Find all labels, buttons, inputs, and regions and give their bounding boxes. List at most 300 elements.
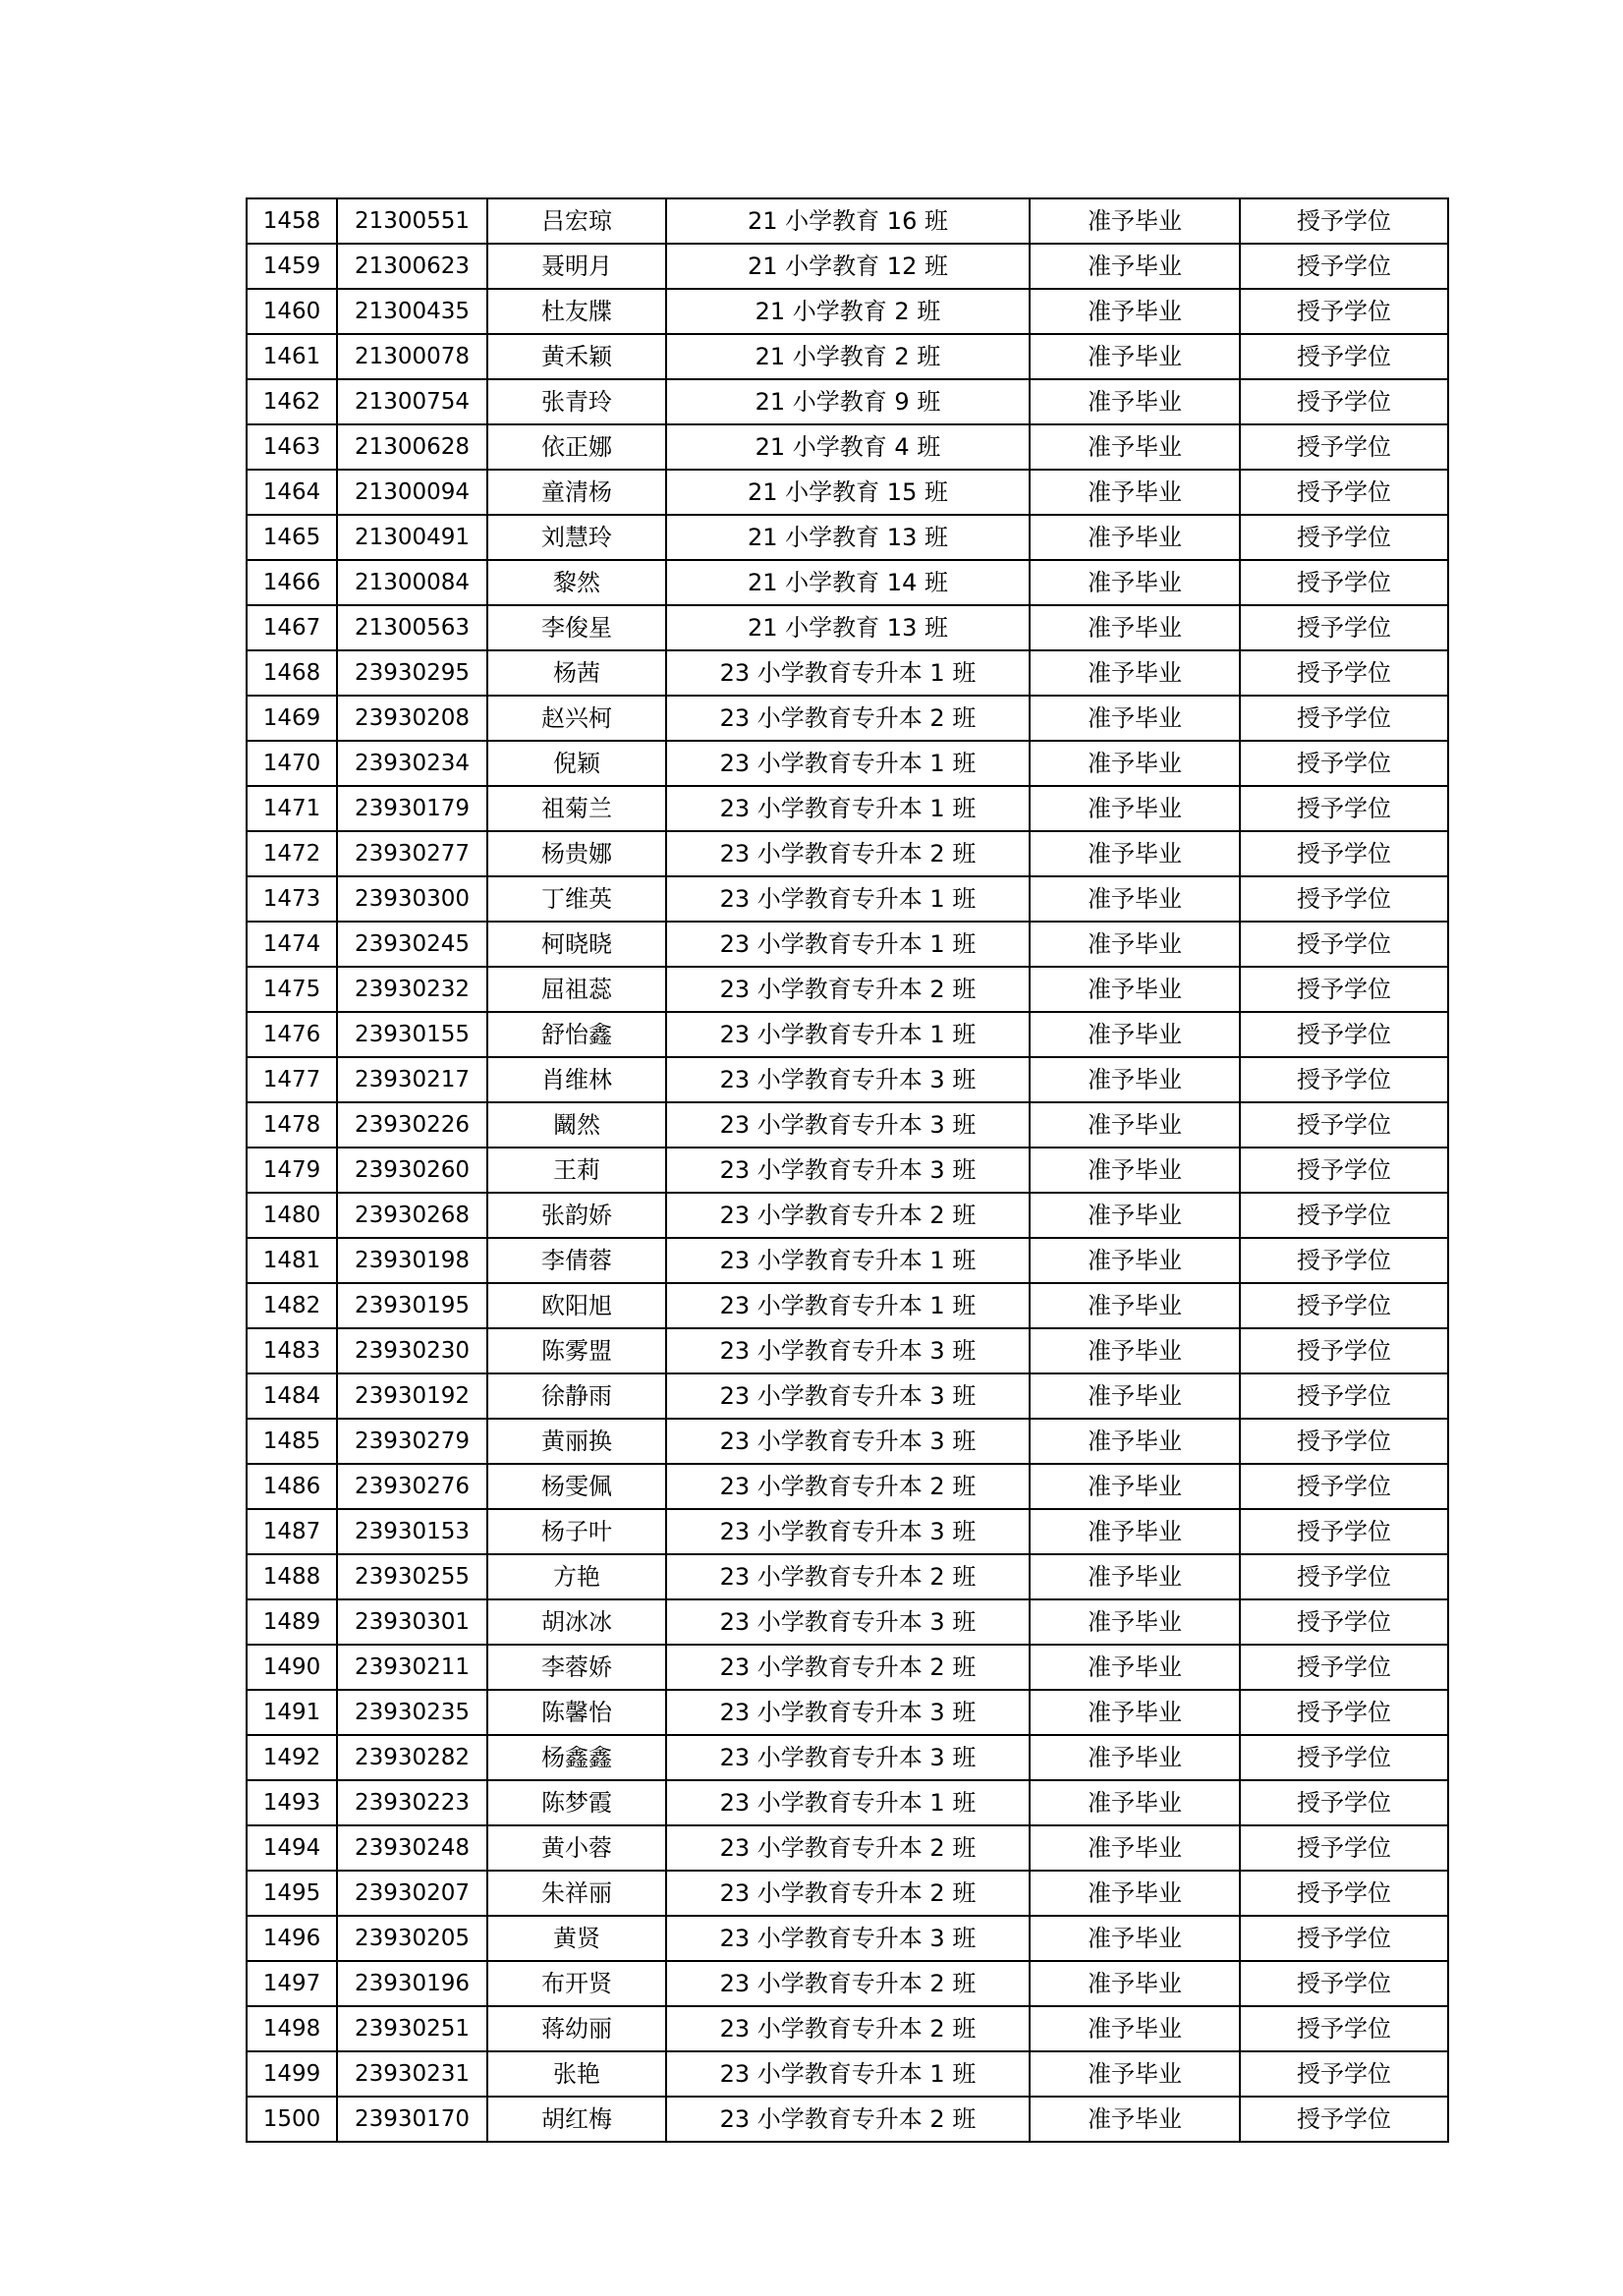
- class-name-cell: 23 小学教育专升本 2 班: [666, 1871, 1030, 1916]
- student-name-cell: 杨贵娜: [487, 831, 666, 876]
- degree-status-cell: 授予学位: [1240, 2051, 1448, 2097]
- graduation-status-cell: 准予毕业: [1030, 1599, 1240, 1645]
- student-id-cell: 23930235: [337, 1690, 487, 1735]
- degree-status-cell: 授予学位: [1240, 1871, 1448, 1916]
- class-name-cell: 21 小学教育 2 班: [666, 334, 1030, 379]
- student-id-cell: 23930205: [337, 1916, 487, 1961]
- graduation-status-cell: 准予毕业: [1030, 876, 1240, 922]
- degree-status-cell: 授予学位: [1240, 967, 1448, 1012]
- sequence-number-cell: 1495: [247, 1871, 337, 1916]
- class-name-cell: 23 小学教育专升本 2 班: [666, 967, 1030, 1012]
- sequence-number-cell: 1462: [247, 379, 337, 424]
- class-name-cell: 23 小学教育专升本 1 班: [666, 1283, 1030, 1328]
- sequence-number-cell: 1482: [247, 1283, 337, 1328]
- student-name-cell: 方艳: [487, 1554, 666, 1599]
- student-id-cell: 23930277: [337, 831, 487, 876]
- class-name-cell: 23 小学教育专升本 2 班: [666, 2097, 1030, 2142]
- degree-status-cell: 授予学位: [1240, 334, 1448, 379]
- class-name-cell: 23 小学教育专升本 1 班: [666, 922, 1030, 967]
- graduation-status-cell: 准予毕业: [1030, 1645, 1240, 1690]
- degree-status-cell: 授予学位: [1240, 1057, 1448, 1102]
- student-name-cell: 李蓉娇: [487, 1645, 666, 1690]
- sequence-number-cell: 1459: [247, 244, 337, 289]
- sequence-number-cell: 1477: [247, 1057, 337, 1102]
- degree-status-cell: 授予学位: [1240, 1012, 1448, 1057]
- student-id-cell: 21300084: [337, 560, 487, 605]
- student-name-cell: 黄小蓉: [487, 1825, 666, 1871]
- student-id-cell: 23930223: [337, 1780, 487, 1825]
- class-name-cell: 21 小学教育 13 班: [666, 605, 1030, 650]
- student-id-cell: 23930301: [337, 1599, 487, 1645]
- table-row: [247, 1238, 1448, 1283]
- graduation-status-cell: 准予毕业: [1030, 424, 1240, 470]
- class-name-cell: 21 小学教育 12 班: [666, 244, 1030, 289]
- graduation-status-cell: 准予毕业: [1030, 1419, 1240, 1464]
- table-row: [247, 1690, 1448, 1735]
- class-name-cell: 21 小学教育 16 班: [666, 198, 1030, 244]
- table-row: [247, 2006, 1448, 2051]
- student-id-cell: 23930248: [337, 1825, 487, 1871]
- class-name-cell: 21 小学教育 4 班: [666, 424, 1030, 470]
- table-row: [247, 1871, 1448, 1916]
- table-row: [247, 1148, 1448, 1193]
- degree-status-cell: 授予学位: [1240, 560, 1448, 605]
- class-name-cell: 23 小学教育专升本 1 班: [666, 1238, 1030, 1283]
- degree-status-cell: 授予学位: [1240, 831, 1448, 876]
- graduation-status-cell: 准予毕业: [1030, 1509, 1240, 1554]
- table-row: [247, 741, 1448, 786]
- student-name-cell: 杨雯佩: [487, 1464, 666, 1509]
- graduation-status-cell: 准予毕业: [1030, 1148, 1240, 1193]
- sequence-number-cell: 1490: [247, 1645, 337, 1690]
- graduation-status-cell: 准予毕业: [1030, 560, 1240, 605]
- table-row: [247, 967, 1448, 1012]
- student-name-cell: 李俊星: [487, 605, 666, 650]
- table-row: [247, 650, 1448, 696]
- degree-status-cell: 授予学位: [1240, 741, 1448, 786]
- student-name-cell: 张韵娇: [487, 1193, 666, 1238]
- sequence-number-cell: 1471: [247, 786, 337, 831]
- graduation-status-cell: 准予毕业: [1030, 1102, 1240, 1148]
- class-name-cell: 23 小学教育专升本 2 班: [666, 831, 1030, 876]
- student-id-cell: 23930196: [337, 1961, 487, 2006]
- class-name-cell: 23 小学教育专升本 2 班: [666, 1825, 1030, 1871]
- graduation-status-cell: 准予毕业: [1030, 244, 1240, 289]
- graduation-status-cell: 准予毕业: [1030, 198, 1240, 244]
- student-id-cell: 21300551: [337, 198, 487, 244]
- degree-status-cell: 授予学位: [1240, 1961, 1448, 2006]
- sequence-number-cell: 1473: [247, 876, 337, 922]
- degree-status-cell: 授予学位: [1240, 1148, 1448, 1193]
- student-id-cell: 23930211: [337, 1645, 487, 1690]
- degree-status-cell: 授予学位: [1240, 1735, 1448, 1780]
- graduation-status-cell: 准予毕业: [1030, 1193, 1240, 1238]
- degree-status-cell: 授予学位: [1240, 1780, 1448, 1825]
- graduation-status-cell: 准予毕业: [1030, 1373, 1240, 1419]
- student-id-cell: 23930260: [337, 1148, 487, 1193]
- student-id-cell: 23930279: [337, 1419, 487, 1464]
- student-name-cell: 肖维林: [487, 1057, 666, 1102]
- table-row: [247, 470, 1448, 515]
- sequence-number-cell: 1481: [247, 1238, 337, 1283]
- degree-status-cell: 授予学位: [1240, 1645, 1448, 1690]
- student-id-cell: 23930230: [337, 1328, 487, 1373]
- sequence-number-cell: 1466: [247, 560, 337, 605]
- student-name-cell: 黄贤: [487, 1916, 666, 1961]
- table-row: [247, 1599, 1448, 1645]
- degree-status-cell: 授予学位: [1240, 515, 1448, 560]
- table-row: [247, 1645, 1448, 1690]
- class-name-cell: 23 小学教育专升本 3 班: [666, 1057, 1030, 1102]
- graduation-status-cell: 准予毕业: [1030, 289, 1240, 334]
- class-name-cell: 23 小学教育专升本 2 班: [666, 696, 1030, 741]
- sequence-number-cell: 1476: [247, 1012, 337, 1057]
- student-id-cell: 23930198: [337, 1238, 487, 1283]
- sequence-number-cell: 1483: [247, 1328, 337, 1373]
- student-id-cell: 21300094: [337, 470, 487, 515]
- table-row: [247, 831, 1448, 876]
- class-name-cell: 23 小学教育专升本 2 班: [666, 1193, 1030, 1238]
- class-name-cell: 23 小学教育专升本 1 班: [666, 786, 1030, 831]
- class-name-cell: 23 小学教育专升本 3 班: [666, 1735, 1030, 1780]
- sequence-number-cell: 1486: [247, 1464, 337, 1509]
- sequence-number-cell: 1465: [247, 515, 337, 560]
- student-name-cell: 朱祥丽: [487, 1871, 666, 1916]
- degree-status-cell: 授予学位: [1240, 786, 1448, 831]
- class-name-cell: 23 小学教育专升本 2 班: [666, 1961, 1030, 2006]
- sequence-number-cell: 1468: [247, 650, 337, 696]
- sequence-number-cell: 1497: [247, 1961, 337, 2006]
- class-name-cell: 23 小学教育专升本 3 班: [666, 1419, 1030, 1464]
- degree-status-cell: 授予学位: [1240, 1373, 1448, 1419]
- sequence-number-cell: 1485: [247, 1419, 337, 1464]
- student-name-cell: 依正娜: [487, 424, 666, 470]
- student-name-cell: 屈祖蕊: [487, 967, 666, 1012]
- sequence-number-cell: 1479: [247, 1148, 337, 1193]
- graduation-status-cell: 准予毕业: [1030, 379, 1240, 424]
- graduation-status-cell: 准予毕业: [1030, 967, 1240, 1012]
- class-name-cell: 21 小学教育 9 班: [666, 379, 1030, 424]
- class-name-cell: 21 小学教育 13 班: [666, 515, 1030, 560]
- graduation-status-cell: 准予毕业: [1030, 1012, 1240, 1057]
- student-id-cell: 21300435: [337, 289, 487, 334]
- class-name-cell: 23 小学教育专升本 1 班: [666, 1012, 1030, 1057]
- graduation-status-cell: 准予毕业: [1030, 1735, 1240, 1780]
- degree-status-cell: 授予学位: [1240, 244, 1448, 289]
- student-name-cell: 黎然: [487, 560, 666, 605]
- table-row: [247, 1193, 1448, 1238]
- sequence-number-cell: 1480: [247, 1193, 337, 1238]
- class-name-cell: 23 小学教育专升本 2 班: [666, 1464, 1030, 1509]
- table-row: [247, 1464, 1448, 1509]
- class-name-cell: 23 小学教育专升本 3 班: [666, 1148, 1030, 1193]
- graduation-status-cell: 准予毕业: [1030, 1057, 1240, 1102]
- graduation-status-cell: 准予毕业: [1030, 470, 1240, 515]
- student-name-cell: 布开贤: [487, 1961, 666, 2006]
- student-name-cell: 杜友牒: [487, 289, 666, 334]
- graduation-status-cell: 准予毕业: [1030, 741, 1240, 786]
- graduation-status-cell: 准予毕业: [1030, 1554, 1240, 1599]
- table-row: [247, 605, 1448, 650]
- degree-status-cell: 授予学位: [1240, 379, 1448, 424]
- student-name-cell: 童清杨: [487, 470, 666, 515]
- degree-status-cell: 授予学位: [1240, 1238, 1448, 1283]
- graduation-status-cell: 准予毕业: [1030, 1464, 1240, 1509]
- class-name-cell: 23 小学教育专升本 3 班: [666, 1102, 1030, 1148]
- class-name-cell: 21 小学教育 2 班: [666, 289, 1030, 334]
- sequence-number-cell: 1472: [247, 831, 337, 876]
- class-name-cell: 23 小学教育专升本 3 班: [666, 1373, 1030, 1419]
- sequence-number-cell: 1492: [247, 1735, 337, 1780]
- student-id-cell: 23930208: [337, 696, 487, 741]
- student-name-cell: 胡冰冰: [487, 1599, 666, 1645]
- sequence-number-cell: 1494: [247, 1825, 337, 1871]
- class-name-cell: 23 小学教育专升本 2 班: [666, 1645, 1030, 1690]
- class-name-cell: 23 小学教育专升本 1 班: [666, 2051, 1030, 2097]
- class-name-cell: 23 小学教育专升本 1 班: [666, 650, 1030, 696]
- student-id-cell: 23930179: [337, 786, 487, 831]
- class-name-cell: 21 小学教育 14 班: [666, 560, 1030, 605]
- sequence-number-cell: 1487: [247, 1509, 337, 1554]
- student-id-cell: 23930170: [337, 2097, 487, 2142]
- degree-status-cell: 授予学位: [1240, 650, 1448, 696]
- degree-status-cell: 授予学位: [1240, 1825, 1448, 1871]
- graduation-status-cell: 准予毕业: [1030, 1825, 1240, 1871]
- degree-status-cell: 授予学位: [1240, 1102, 1448, 1148]
- student-id-cell: 21300623: [337, 244, 487, 289]
- degree-status-cell: 授予学位: [1240, 1599, 1448, 1645]
- table-row: [247, 560, 1448, 605]
- sequence-number-cell: 1469: [247, 696, 337, 741]
- degree-status-cell: 授予学位: [1240, 1690, 1448, 1735]
- student-name-cell: 聂明月: [487, 244, 666, 289]
- student-name-cell: 黄丽换: [487, 1419, 666, 1464]
- student-id-cell: 23930251: [337, 2006, 487, 2051]
- student-id-cell: 21300491: [337, 515, 487, 560]
- student-id-cell: 23930155: [337, 1012, 487, 1057]
- degree-status-cell: 授予学位: [1240, 696, 1448, 741]
- sequence-number-cell: 1475: [247, 967, 337, 1012]
- student-id-cell: 23930245: [337, 922, 487, 967]
- graduation-status-cell: 准予毕业: [1030, 334, 1240, 379]
- table-row: [247, 1102, 1448, 1148]
- student-id-cell: 23930295: [337, 650, 487, 696]
- table-row: [247, 1825, 1448, 1871]
- student-id-cell: 23930153: [337, 1509, 487, 1554]
- table-row: [247, 922, 1448, 967]
- student-name-cell: 陈雾盟: [487, 1328, 666, 1373]
- student-id-cell: 23930255: [337, 1554, 487, 1599]
- table-row: [247, 244, 1448, 289]
- class-name-cell: 23 小学教育专升本 3 班: [666, 1599, 1030, 1645]
- student-id-cell: 23930195: [337, 1283, 487, 1328]
- degree-status-cell: 授予学位: [1240, 922, 1448, 967]
- graduation-status-cell: 准予毕业: [1030, 786, 1240, 831]
- student-id-cell: 21300563: [337, 605, 487, 650]
- degree-status-cell: 授予学位: [1240, 1554, 1448, 1599]
- table-row: [247, 1373, 1448, 1419]
- student-id-cell: 21300078: [337, 334, 487, 379]
- table-row: [247, 1419, 1448, 1464]
- student-name-cell: 陈馨怡: [487, 1690, 666, 1735]
- class-name-cell: 23 小学教育专升本 1 班: [666, 1780, 1030, 1825]
- degree-status-cell: 授予学位: [1240, 1328, 1448, 1373]
- table-row: [247, 1012, 1448, 1057]
- degree-status-cell: 授予学位: [1240, 2097, 1448, 2142]
- graduation-status-cell: 准予毕业: [1030, 1961, 1240, 2006]
- degree-status-cell: 授予学位: [1240, 289, 1448, 334]
- table-row: [247, 876, 1448, 922]
- class-name-cell: 21 小学教育 15 班: [666, 470, 1030, 515]
- student-name-cell: 蒋幼丽: [487, 2006, 666, 2051]
- graduation-status-cell: 准予毕业: [1030, 1780, 1240, 1825]
- class-name-cell: 23 小学教育专升本 1 班: [666, 876, 1030, 922]
- sequence-number-cell: 1458: [247, 198, 337, 244]
- class-name-cell: 23 小学教育专升本 2 班: [666, 2006, 1030, 2051]
- graduation-status-cell: 准予毕业: [1030, 1238, 1240, 1283]
- table-row: [247, 786, 1448, 831]
- class-name-cell: 23 小学教育专升本 3 班: [666, 1916, 1030, 1961]
- table-row: [247, 1283, 1448, 1328]
- student-id-cell: 23930217: [337, 1057, 487, 1102]
- sequence-number-cell: 1500: [247, 2097, 337, 2142]
- sequence-number-cell: 1470: [247, 741, 337, 786]
- graduation-status-cell: 准予毕业: [1030, 515, 1240, 560]
- degree-status-cell: 授予学位: [1240, 605, 1448, 650]
- table-row: [247, 379, 1448, 424]
- table-row: [247, 2097, 1448, 2142]
- student-name-cell: 杨鑫鑫: [487, 1735, 666, 1780]
- graduation-status-cell: 准予毕业: [1030, 650, 1240, 696]
- class-name-cell: 23 小学教育专升本 2 班: [666, 1554, 1030, 1599]
- student-name-cell: 吕宏琼: [487, 198, 666, 244]
- sequence-number-cell: 1493: [247, 1780, 337, 1825]
- graduation-status-cell: 准予毕业: [1030, 831, 1240, 876]
- table-row: [247, 198, 1448, 244]
- sequence-number-cell: 1498: [247, 2006, 337, 2051]
- sequence-number-cell: 1464: [247, 470, 337, 515]
- student-name-cell: 胡红梅: [487, 2097, 666, 2142]
- graduation-status-cell: 准予毕业: [1030, 1328, 1240, 1373]
- graduation-status-cell: 准予毕业: [1030, 696, 1240, 741]
- table-row: [247, 696, 1448, 741]
- table-row: [247, 1780, 1448, 1825]
- degree-status-cell: 授予学位: [1240, 1283, 1448, 1328]
- student-name-cell: 祖菊兰: [487, 786, 666, 831]
- degree-status-cell: 授予学位: [1240, 424, 1448, 470]
- sequence-number-cell: 1460: [247, 289, 337, 334]
- student-id-cell: 23930282: [337, 1735, 487, 1780]
- graduation-status-cell: 准予毕业: [1030, 1690, 1240, 1735]
- student-name-cell: 陈梦霞: [487, 1780, 666, 1825]
- sequence-number-cell: 1474: [247, 922, 337, 967]
- student-name-cell: 王莉: [487, 1148, 666, 1193]
- student-name-cell: 徐静雨: [487, 1373, 666, 1419]
- student-name-cell: 李倩蓉: [487, 1238, 666, 1283]
- table-row: [247, 334, 1448, 379]
- degree-status-cell: 授予学位: [1240, 1464, 1448, 1509]
- student-id-cell: 23930268: [337, 1193, 487, 1238]
- student-name-cell: 张青玲: [487, 379, 666, 424]
- class-name-cell: 23 小学教育专升本 3 班: [666, 1328, 1030, 1373]
- student-name-cell: 刘慧玲: [487, 515, 666, 560]
- sequence-number-cell: 1467: [247, 605, 337, 650]
- sequence-number-cell: 1496: [247, 1916, 337, 1961]
- sequence-number-cell: 1461: [247, 334, 337, 379]
- degree-status-cell: 授予学位: [1240, 470, 1448, 515]
- sequence-number-cell: 1499: [247, 2051, 337, 2097]
- sequence-number-cell: 1478: [247, 1102, 337, 1148]
- sequence-number-cell: 1491: [247, 1690, 337, 1735]
- degree-status-cell: 授予学位: [1240, 876, 1448, 922]
- student-id-cell: 23930192: [337, 1373, 487, 1419]
- student-name-cell: 杨子叶: [487, 1509, 666, 1554]
- sequence-number-cell: 1463: [247, 424, 337, 470]
- graduation-status-cell: 准予毕业: [1030, 1871, 1240, 1916]
- class-name-cell: 23 小学教育专升本 1 班: [666, 741, 1030, 786]
- table-row: [247, 1328, 1448, 1373]
- student-id-cell: 23930234: [337, 741, 487, 786]
- student-id-cell: 21300754: [337, 379, 487, 424]
- table-row: [247, 515, 1448, 560]
- roster-body: [247, 198, 1448, 2142]
- student-name-cell: 欧阳旭: [487, 1283, 666, 1328]
- student-name-cell: 赵兴柯: [487, 696, 666, 741]
- student-id-cell: 23930231: [337, 2051, 487, 2097]
- table-row: [247, 424, 1448, 470]
- degree-status-cell: 授予学位: [1240, 2006, 1448, 2051]
- student-name-cell: 倪颖: [487, 741, 666, 786]
- student-name-cell: 鬫然: [487, 1102, 666, 1148]
- table-row: [247, 1961, 1448, 2006]
- graduation-status-cell: 准予毕业: [1030, 2097, 1240, 2142]
- class-name-cell: 23 小学教育专升本 3 班: [666, 1509, 1030, 1554]
- degree-status-cell: 授予学位: [1240, 1916, 1448, 1961]
- student-id-cell: 21300628: [337, 424, 487, 470]
- degree-status-cell: 授予学位: [1240, 1419, 1448, 1464]
- sequence-number-cell: 1484: [247, 1373, 337, 1419]
- table-row: [247, 1509, 1448, 1554]
- table-row: [247, 1735, 1448, 1780]
- student-id-cell: 23930276: [337, 1464, 487, 1509]
- sequence-number-cell: 1489: [247, 1599, 337, 1645]
- student-name-cell: 柯晓晓: [487, 922, 666, 967]
- student-name-cell: 黄禾颖: [487, 334, 666, 379]
- table-row: [247, 2051, 1448, 2097]
- table-row: [247, 289, 1448, 334]
- graduation-status-cell: 准予毕业: [1030, 2006, 1240, 2051]
- sequence-number-cell: 1488: [247, 1554, 337, 1599]
- student-name-cell: 张艳: [487, 2051, 666, 2097]
- student-name-cell: 丁维英: [487, 876, 666, 922]
- student-id-cell: 23930232: [337, 967, 487, 1012]
- student-id-cell: 23930207: [337, 1871, 487, 1916]
- graduation-status-cell: 准予毕业: [1030, 605, 1240, 650]
- student-name-cell: 杨茜: [487, 650, 666, 696]
- table-row: [247, 1916, 1448, 1961]
- graduation-status-cell: 准予毕业: [1030, 922, 1240, 967]
- degree-status-cell: 授予学位: [1240, 198, 1448, 244]
- graduation-status-cell: 准予毕业: [1030, 2051, 1240, 2097]
- degree-status-cell: 授予学位: [1240, 1509, 1448, 1554]
- degree-status-cell: 授予学位: [1240, 1193, 1448, 1238]
- graduation-roster-table: [246, 197, 1449, 2143]
- student-id-cell: 23930300: [337, 876, 487, 922]
- student-id-cell: 23930226: [337, 1102, 487, 1148]
- graduation-status-cell: 准予毕业: [1030, 1283, 1240, 1328]
- table-row: [247, 1057, 1448, 1102]
- class-name-cell: 23 小学教育专升本 3 班: [666, 1690, 1030, 1735]
